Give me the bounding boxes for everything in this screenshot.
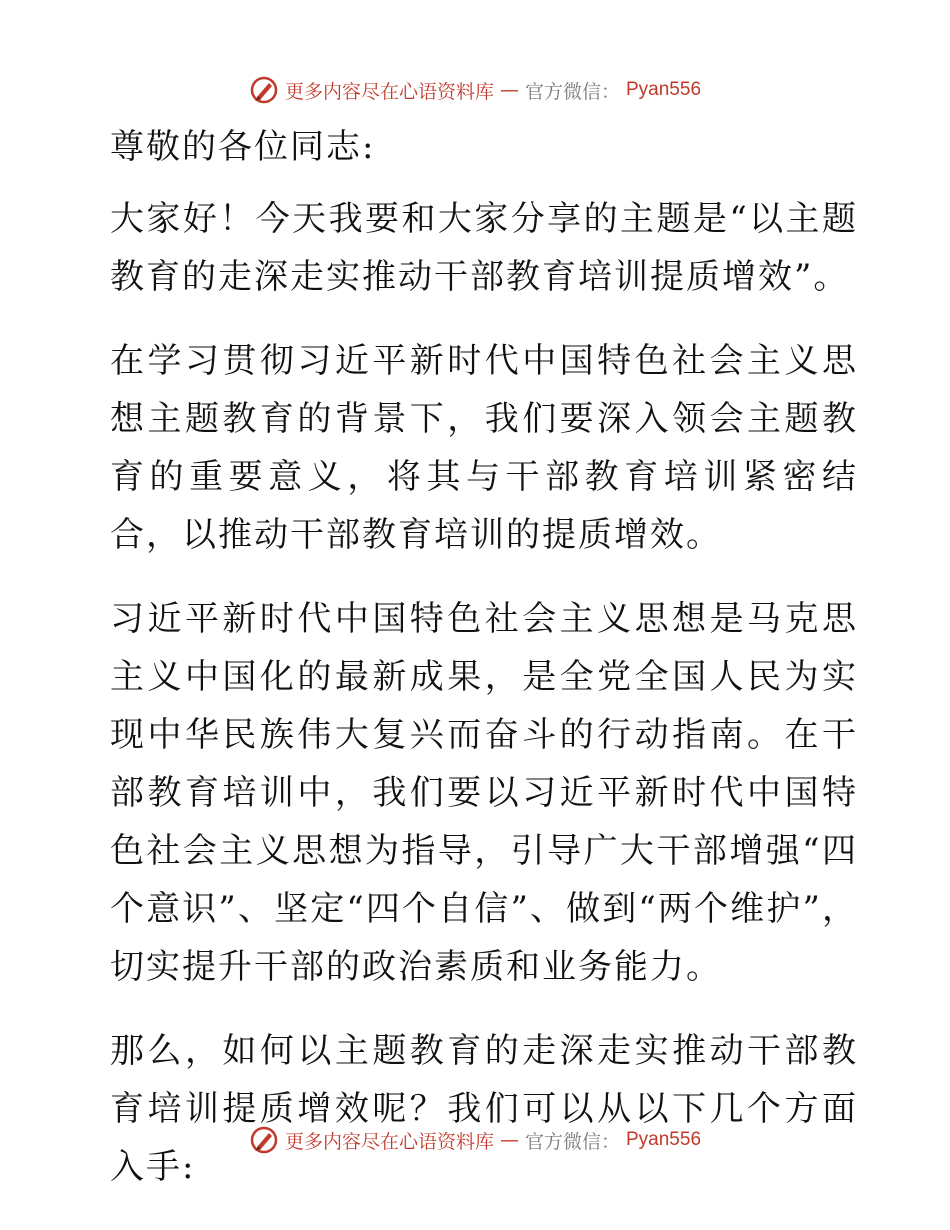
- watermark-wechat-id: Pyan556: [626, 1129, 702, 1150]
- guidance-paragraph: 习近平新时代中国特色社会主义思想是马克思主义中国化的最新成果，是全党全国人民为实现中华民族伟大复兴而奋斗的行动指南。在干部教育培训中，我们要以习近平新时代中国特色社会主义思想为指导，引导广大干部增强“四个意识”、坚定“四个自信”、做到“两个维护”，切实提升干部的政治素质和业务能力。: [110, 599, 858, 987]
- greeting-paragraph: 尊敬的各位同志:: [110, 127, 376, 167]
- question-paragraph: 那么，如何以主题教育的走深走实推动干部教育培训提质增效呢？我们可以从以下几个方面入手:: [110, 1031, 858, 1187]
- watermark-text: 更多内容尽在心语资料库: [284, 1130, 494, 1153]
- pen-logo-icon: [249, 1125, 279, 1155]
- pen-logo-icon: [249, 75, 279, 105]
- watermark-label: 官方微信：: [524, 1130, 620, 1153]
- watermark-label: 官方微信：: [524, 80, 620, 103]
- intro-paragraph: 大家好！今天我要和大家分享的主题是“以主题教育的走深走实推动干部教育培训提质增效”。: [110, 199, 858, 297]
- watermark-header: [0, 70, 950, 110]
- watermark-separator: —: [499, 79, 519, 101]
- watermark-wechat-id: Pyan556: [626, 79, 702, 100]
- document-body: [98, 118, 858, 1222]
- watermark-separator: —: [499, 1129, 519, 1151]
- watermark-text: 更多内容尽在心语资料库: [284, 80, 494, 103]
- background-paragraph: 在学习贯彻习近平新时代中国特色社会主义思想主题教育的背景下，我们要深入领会主题教育的重要意义，将其与干部教育培训紧密结合，以推动干部教育培训的提质增效。: [110, 341, 858, 555]
- watermark-footer: [0, 1120, 950, 1160]
